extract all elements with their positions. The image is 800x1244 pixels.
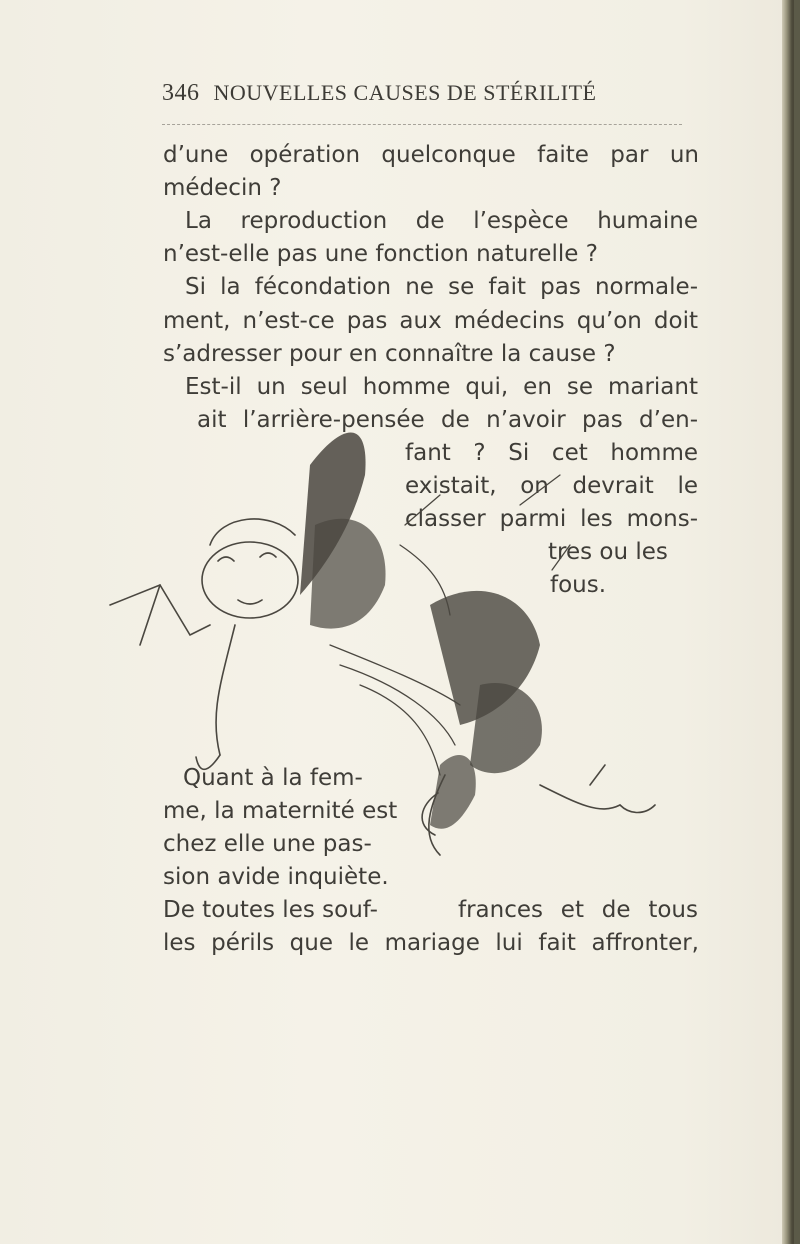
text-line: médecin ? [163, 175, 282, 201]
text-line: ment, n’est-ce pas aux médecins qu’on doit [163, 308, 698, 334]
text-line: s’adresser pour en connaître la cause ? [163, 341, 616, 367]
text-line: d’une opération quelconque faite par un [163, 142, 699, 168]
text-line: me, la maternité est [163, 798, 398, 824]
text-line: frances et de tous [458, 897, 698, 923]
text-line: fous. [550, 572, 607, 598]
header-rule [162, 124, 682, 125]
text-line: La reproduction de l’espèce humaine [185, 208, 698, 234]
text-line: sion avide inquiète. [163, 864, 389, 890]
text-line: Est-il un seul homme qui, en se mariant [185, 374, 698, 400]
text-line: existait, on devrait le [405, 473, 698, 499]
text-line: tres ou les [548, 539, 668, 565]
left-wing-icon [300, 433, 386, 629]
text-line: De toutes les souf- [163, 897, 378, 923]
book-spine-shadow [794, 0, 800, 1244]
text-line: ait l’arrière-pensée de n’avoir pas d’en- [197, 407, 698, 433]
text-line: Quant à la fem- [183, 765, 363, 791]
text-line: Si la fécondation ne se fait pas normale- [185, 274, 698, 300]
page-number: 346 [162, 80, 200, 106]
cherub-arm-icon [110, 585, 235, 769]
running-title: NOUVELLES CAUSES DE STÉRILITÉ [213, 80, 597, 105]
text-line: les périls que le mariage lui fait affronter, [163, 930, 699, 956]
text-line: n’est-elle pas une fonction naturelle ? [163, 241, 598, 267]
text-line: classer parmi les mons- [405, 506, 698, 532]
cherub-head-icon [202, 519, 298, 618]
text-line: fant ? Si cet homme [405, 440, 698, 466]
text-line: chez elle une pas- [163, 831, 372, 857]
running-header [162, 80, 632, 116]
right-wing-icon [430, 591, 542, 829]
cherub-with-wings-illustration [100, 385, 660, 905]
